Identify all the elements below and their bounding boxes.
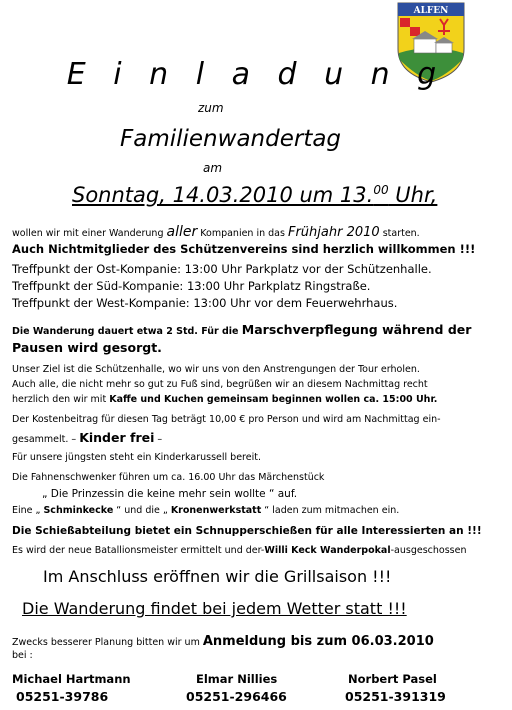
king-a: Es wird der neue Batallionsmeister ermittelt und der-	[12, 545, 265, 556]
kids-line: Für unsere jüngsten steht ein Kinderkarussell bereit.	[12, 452, 261, 463]
kids-free: Kinder frei	[79, 430, 155, 445]
nonmembers-line: Auch Nichtmitglieder des Schützenvereins sind herzlich willkommen !!!	[12, 242, 476, 256]
intro-a: wollen wir mit einer Wanderung	[12, 228, 167, 239]
fee-line-1: Der Kostenbeitrag für diesen Tag beträgt 10,00 € pro Person und wird am Nachmittag ein-	[12, 414, 441, 425]
flag3-e: “ laden zum mitmachen ein.	[261, 505, 400, 516]
date-end: Uhr,	[388, 183, 438, 207]
meeting-point-ost: Treffpunkt der Ost-Kompanie: 13:00 Uhr Parkplatz vor der Schützenhalle.	[12, 262, 432, 276]
flag3-d: Kronenwerkstatt	[170, 505, 262, 516]
intro-e: starten.	[379, 228, 420, 239]
event-date	[72, 183, 437, 207]
fee-line-2	[12, 430, 162, 445]
duration-b: Marschverpflegung während der	[241, 322, 472, 337]
intro-line	[12, 224, 420, 240]
intro-spring: Frühjahr 2010	[287, 225, 380, 240]
contact-name-1: Michael Hartmann	[12, 672, 131, 686]
flag3-a: Eine „	[12, 505, 44, 516]
contact-name-3: Norbert Pasel	[348, 672, 437, 686]
flag3-c: “ und die „	[113, 505, 171, 516]
fee2-c: –	[154, 434, 163, 445]
shooting-line: Die Schießabteilung bietet ein Schnupperschießen für alle Interessierten an !!!	[12, 525, 482, 537]
duration-a: Die Wanderung dauert etwa 2 Std. Für die	[12, 326, 242, 337]
contact-phone-2: 05251-296466	[186, 689, 287, 704]
king-line	[12, 545, 466, 556]
contact-phone-3: 05251-391319	[345, 689, 446, 704]
goal3-b: Kaffe und Kuchen gemeinsam beginnen wollen ca. 15:00 Uhr.	[109, 394, 438, 405]
invitation-title: E i n l a d u n g	[66, 57, 446, 92]
flag-line-2: „ Die Prinzessin die keine mehr sein wollte “ auf.	[42, 488, 298, 500]
grill-line: Im Anschluss eröffnen wir die Grillsaison !!!	[43, 567, 392, 586]
duration-line	[12, 319, 471, 338]
am-text: am	[203, 161, 223, 175]
goal-line-1: Unser Ziel ist die Schützenhalle, wo wir uns von den Anstrengungen der Tour erholen.	[12, 364, 420, 375]
register-deadline: Anmeldung bis zum 06.03.2010	[202, 634, 434, 649]
flag-line-3	[12, 505, 399, 516]
contact-phone-1: 05251-39786	[16, 689, 109, 704]
register-a: Zwecks besserer Planung bitten wir um	[12, 637, 203, 648]
bei-line: bei :	[12, 650, 33, 661]
king-c: -ausgeschossen	[390, 545, 467, 556]
goal-line-3	[12, 394, 437, 405]
flag-line-1: Die Fahnenschwenker führen um ca. 16.00 Uhr das Märchenstück	[12, 472, 325, 483]
intro-c: Kompanien in das	[197, 228, 288, 239]
zum-text: zum	[198, 101, 224, 115]
intro-aller: aller	[166, 224, 198, 240]
register-line	[12, 630, 434, 649]
contact-name-2: Elmar Nillies	[196, 672, 278, 686]
goal3-a: herzlich den wir mit	[12, 394, 110, 405]
duration-line-2: Pausen wird gesorgt.	[12, 340, 162, 355]
goal-line-2: Auch alle, die nicht mehr so gut zu Fuß sind, begrüßen wir an diesem Nachmittag recht	[12, 379, 428, 390]
king-b: Willi Keck Wanderpokal	[264, 545, 391, 556]
meeting-point-sued: Treffpunkt der Süd-Kompanie: 13:00 Uhr Parkplatz Ringstraße.	[12, 279, 371, 293]
meeting-point-west: Treffpunkt der West-Kompanie: 13:00 Uhr vor dem Feuerwehrhaus.	[12, 296, 398, 310]
date-main: Sonntag, 14.03.2010 um 13.	[72, 183, 374, 207]
flag3-b: Schminkecke	[43, 505, 114, 516]
fee2-a: gesammelt. –	[12, 434, 80, 445]
date-sup: 00	[373, 183, 389, 197]
weather-line: Die Wanderung findet bei jedem Wetter statt !!!	[22, 599, 407, 618]
event-name: Familienwandertag	[120, 126, 342, 152]
svg-text:ALFEN: ALFEN	[413, 6, 449, 16]
